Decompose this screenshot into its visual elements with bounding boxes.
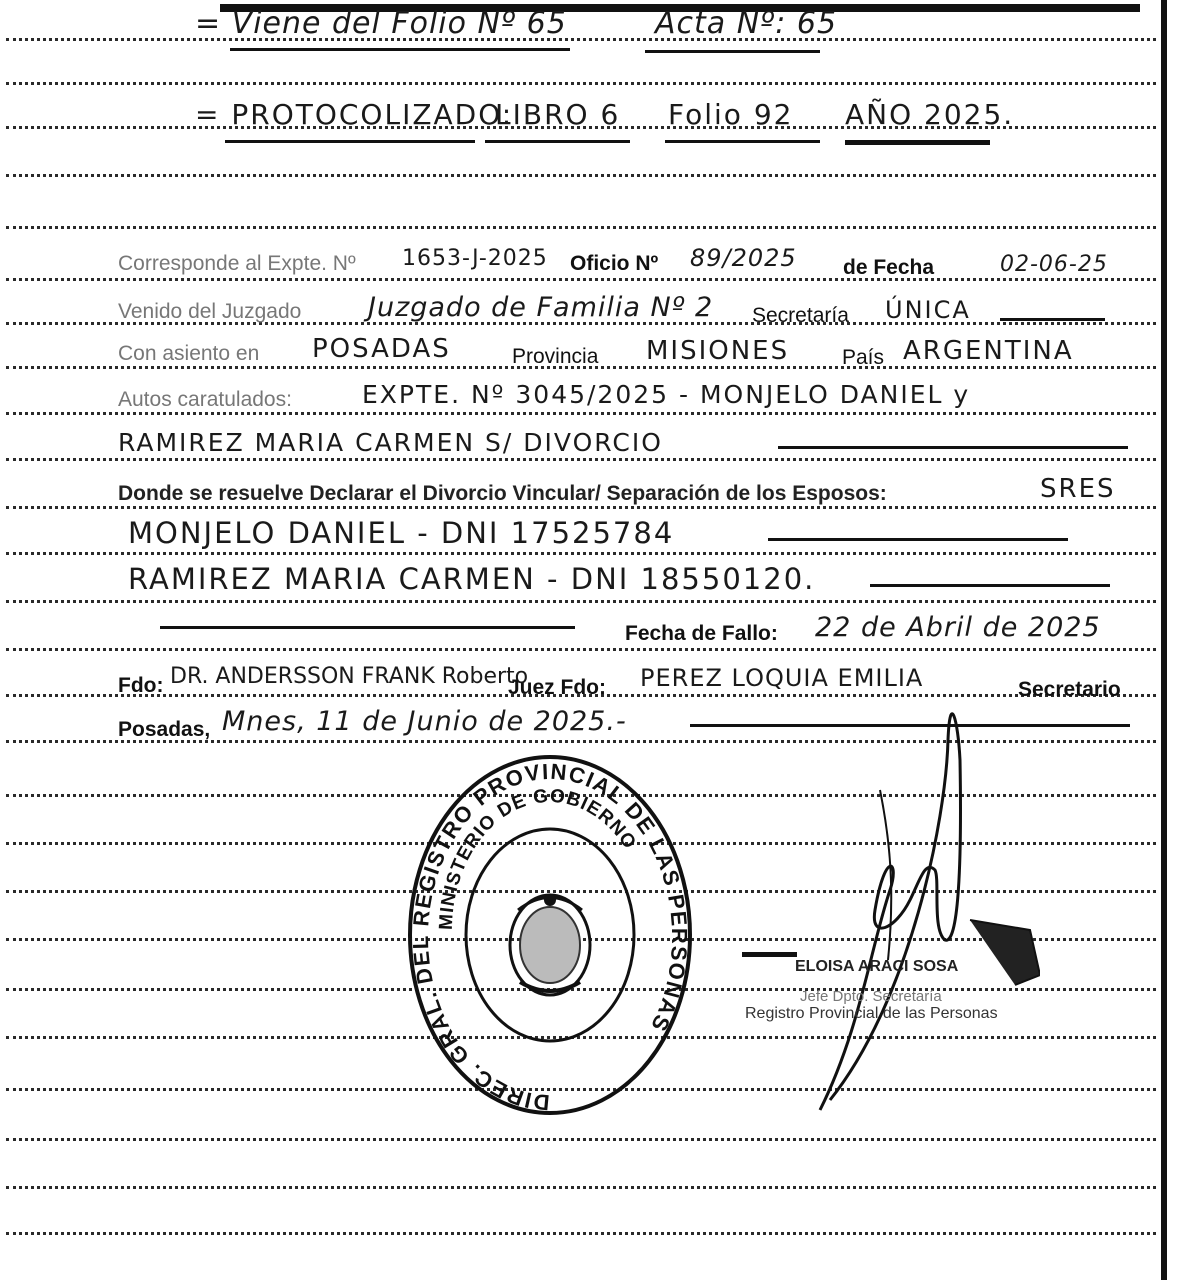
underline — [665, 140, 820, 143]
ruled-line — [6, 1138, 1156, 1141]
ruled-line — [6, 412, 1156, 415]
libro-number: LIBRO 6 — [495, 98, 621, 131]
ruled-line — [6, 82, 1156, 85]
ruled-line — [6, 600, 1156, 603]
underline — [778, 446, 1128, 449]
underline — [768, 538, 1068, 541]
folio-number: Folio 92 — [668, 98, 794, 131]
ciudad-value: POSADAS — [312, 334, 451, 364]
ruled-line — [6, 552, 1156, 555]
underline — [845, 140, 990, 145]
provincia-value: MISIONES — [646, 336, 790, 366]
underline — [225, 140, 475, 143]
fecha-fallo-value: 22 de Abril de 2025 — [815, 612, 1101, 643]
ruled-line — [6, 278, 1156, 281]
secretaria-label: Secretaría — [752, 304, 849, 327]
ruled-line — [6, 1232, 1156, 1235]
signer-organization: Registro Provincial de las Personas — [745, 1005, 998, 1022]
juzgado-name: Juzgado de Familia Nº 2 — [368, 292, 714, 323]
signature-dash — [742, 952, 797, 957]
pais-label: País — [842, 346, 885, 369]
fecha-lugar-value: Mnes, 11 de Junio de 2025.- — [222, 706, 627, 737]
expte-number: 1653-J-2025 — [402, 246, 548, 271]
secretario-label: Secretario — [1018, 678, 1121, 701]
seal-outer-text: DIREC. GRAL. DEL REGISTRO PROVINCIAL DE LAS PERSONAS — [407, 758, 693, 1116]
signer-role: Jefe Dpto. Secretaría — [800, 988, 942, 1005]
asiento-label: Con asiento en — [118, 342, 260, 365]
autos-line-2: RAMIREZ MARIA CARMEN S/ DIVORCIO — [118, 428, 663, 457]
fdo-label: Fdo: — [118, 674, 164, 697]
fecha-label: de Fecha — [843, 256, 935, 279]
ruled-line — [6, 1186, 1156, 1189]
protocolizado-label: = PROTOCOLIZADO: — [195, 98, 514, 131]
fecha-fallo-label: Fecha de Fallo: — [625, 622, 778, 645]
juez-fdo-label: Juez Fdo: — [508, 676, 606, 699]
underline — [1000, 318, 1105, 321]
underline — [645, 50, 820, 53]
seal-inner-text: MINISTERIO DE GOBIERNO — [435, 785, 641, 931]
oficio-number: 89/2025 — [690, 244, 797, 272]
autos-label: Autos caratulados: — [118, 388, 292, 411]
provincia-label: Provincia — [512, 345, 599, 368]
posadas-label: Posadas, — [118, 718, 211, 741]
handwritten-signature — [800, 700, 1040, 1120]
underline — [485, 140, 630, 143]
underline — [870, 584, 1110, 587]
sres-value: SRES — [1040, 474, 1116, 504]
anio-number: AÑO 2025. — [845, 98, 1015, 131]
juez-name: DR. ANDERSSON FRANK Roberto — [170, 664, 529, 689]
viene-del-folio: = Viene del Folio Nº 65 — [195, 6, 567, 41]
autos-line-1: EXPTE. Nº 3045/2025 - MONJELO DANIEL y — [362, 380, 971, 409]
pais-value: ARGENTINA — [903, 336, 1074, 366]
oficio-fecha: 02-06-25 — [1000, 252, 1108, 277]
corresponde-label: Corresponde al Expte. Nº — [118, 252, 356, 275]
oficio-label: Oficio Nº — [570, 252, 659, 275]
venido-label: Venido del Juzgado — [118, 300, 302, 323]
ruled-line — [6, 648, 1156, 651]
underline — [160, 626, 575, 629]
esposa-value: RAMIREZ MARIA CARMEN - DNI 18550120. — [128, 562, 816, 596]
ruled-line — [6, 226, 1156, 229]
secretario-name: PEREZ LOQUIA EMILIA — [640, 664, 924, 692]
signer-name: ELOISA ARACI SOSA — [795, 958, 959, 975]
underline — [230, 48, 570, 51]
coat-of-arms-icon — [510, 894, 590, 995]
secretaria-value: ÚNICA — [885, 296, 971, 324]
esposo-value: MONJELO DANIEL - DNI 17525784 — [128, 516, 675, 550]
ruled-line — [6, 458, 1156, 461]
ruled-line — [6, 174, 1156, 177]
ruled-line — [6, 506, 1156, 509]
resolucion-label: Donde se resuelve Declarar el Divorcio Vincular/ Separación de los Esposos: — [118, 482, 887, 505]
right-border — [1161, 0, 1167, 1280]
ruled-line — [6, 38, 1156, 41]
acta-number: Acta Nº: 65 — [655, 6, 838, 41]
official-seal — [400, 750, 700, 1120]
